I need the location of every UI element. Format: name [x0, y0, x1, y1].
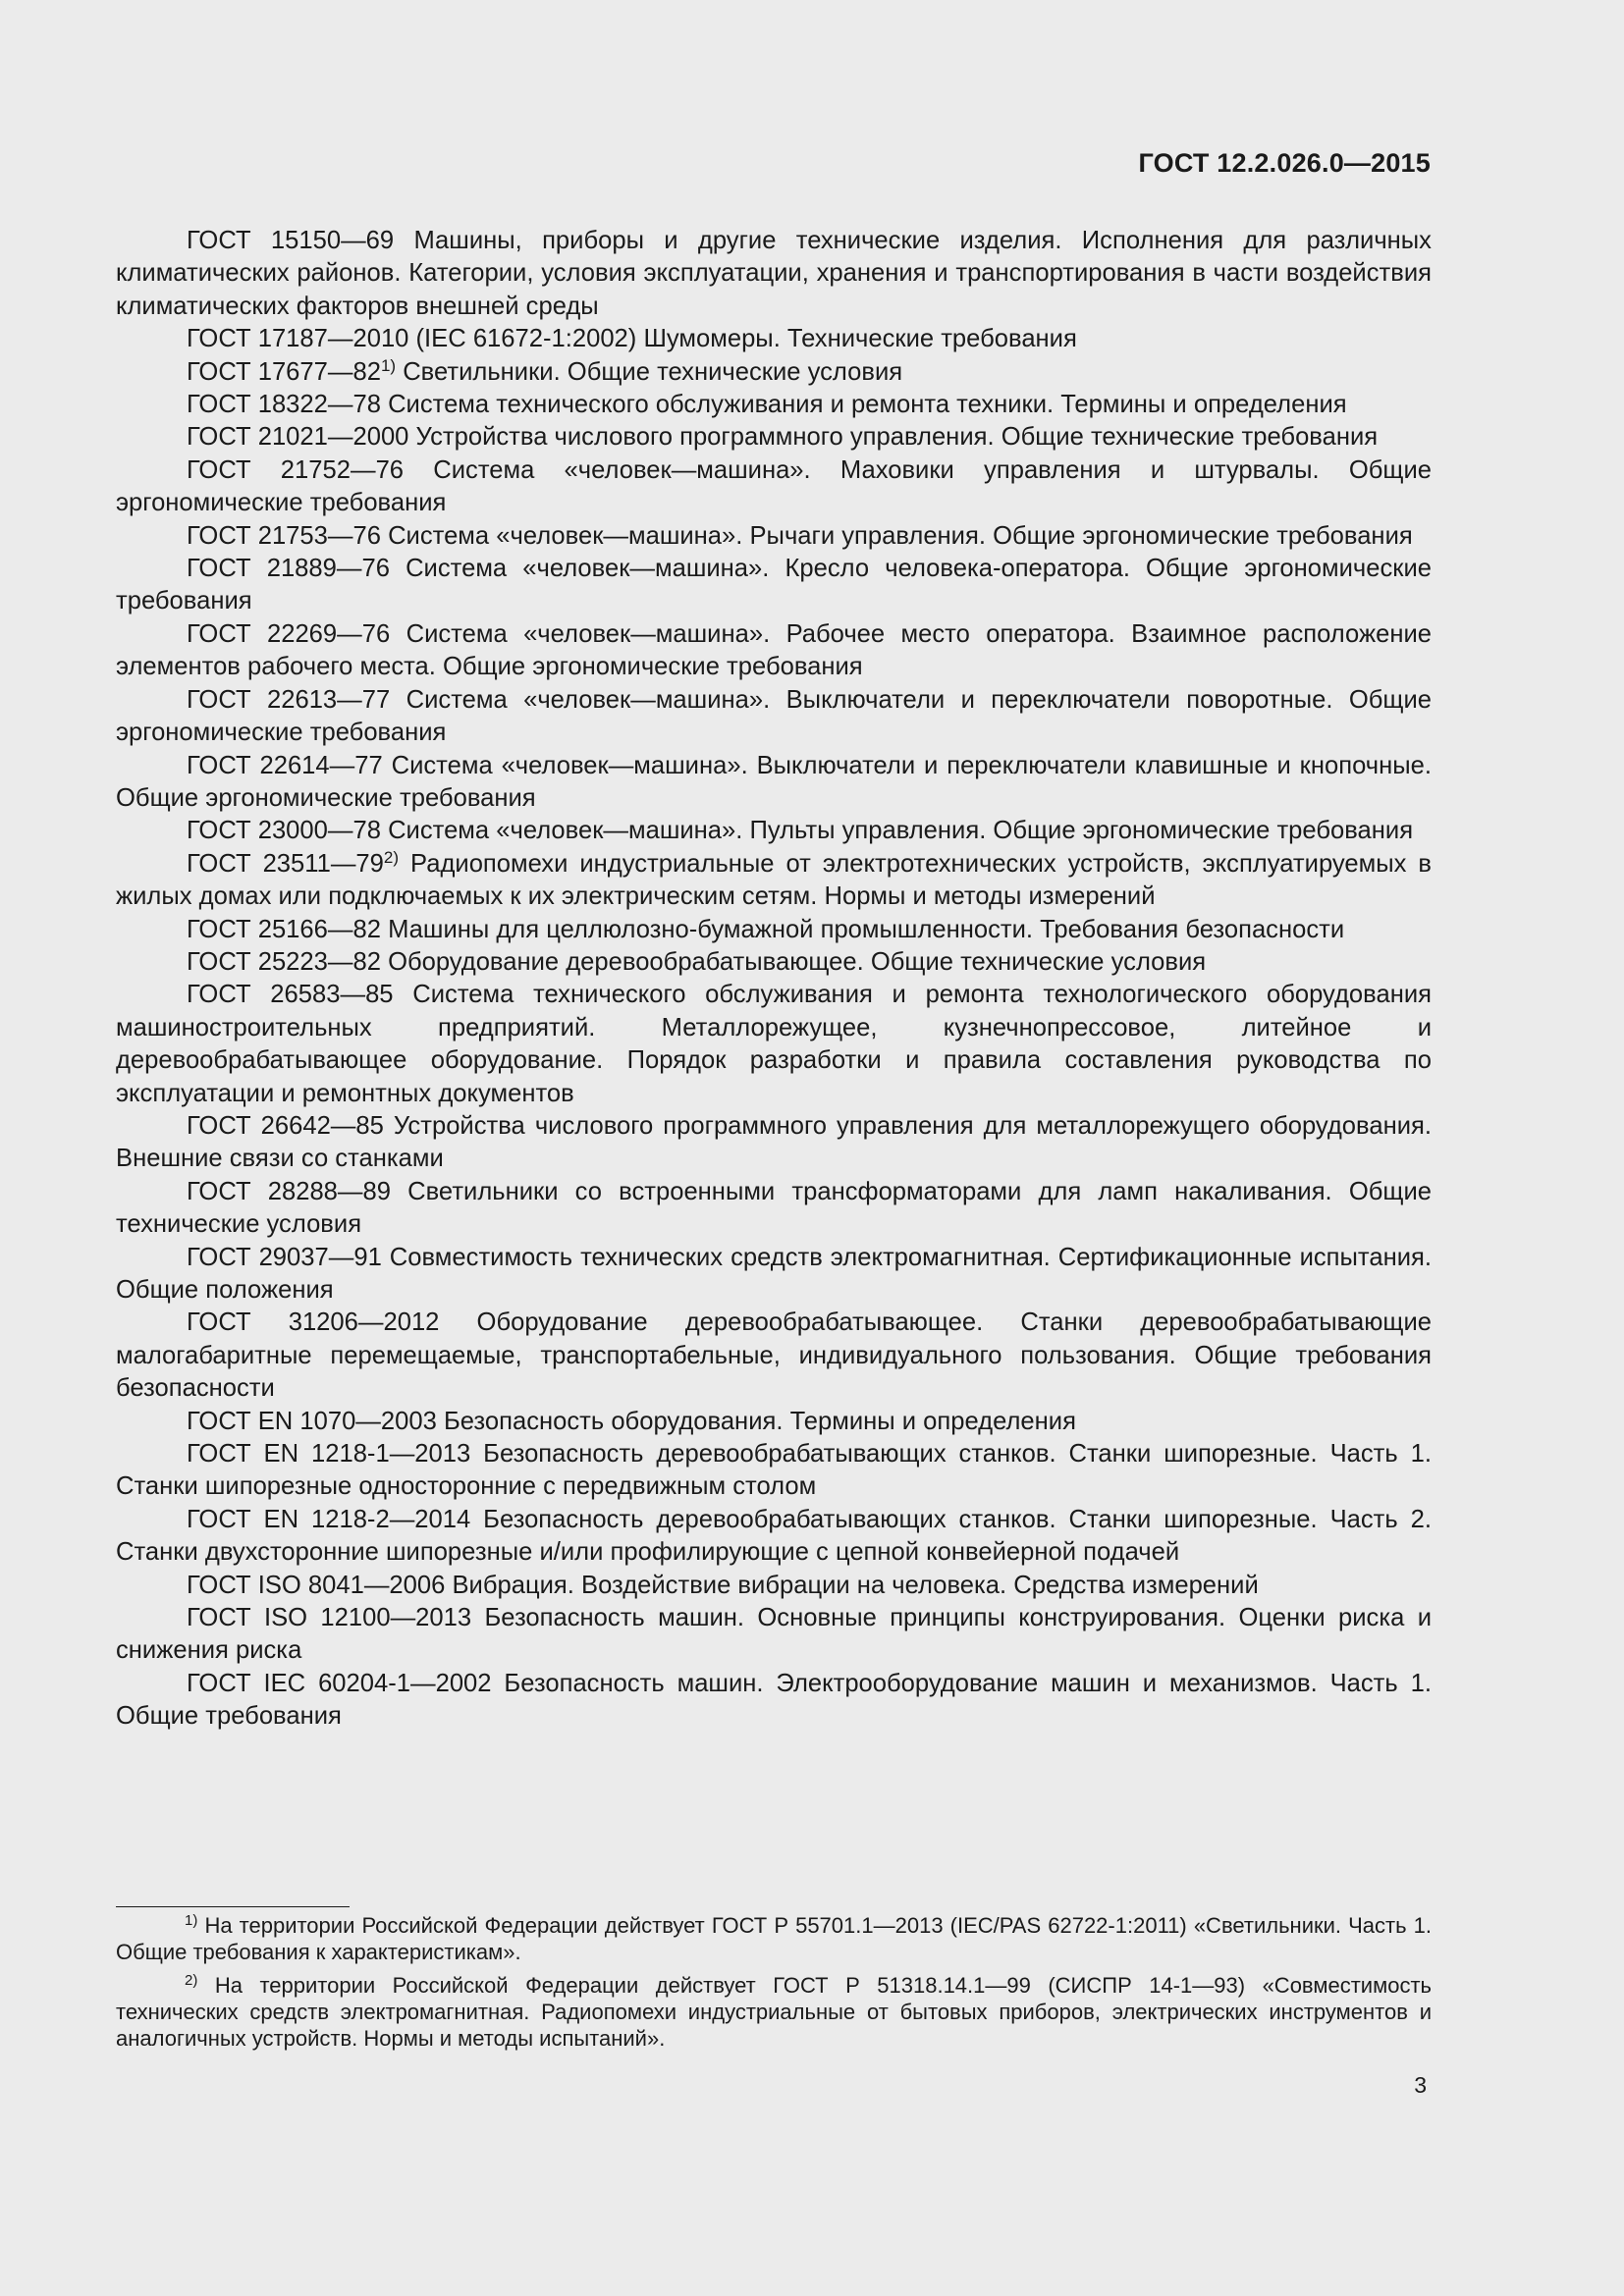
reference-title: Радиопомехи индустриальные от электротехнических устройств, эксплуатируемых в жилых домах или подключаемых к их электрическим сетям. Нормы и методы измерений — [116, 849, 1432, 911]
reference-title: Безопасность деревообрабатывающих станков. Станки шипорезные. Часть 2. Станки двухсторонние шипорезные и/или профилирующие с цепной конвейерной подачей — [116, 1505, 1432, 1567]
reference-item — [116, 1110, 1432, 1176]
reference-title: Шумомеры. Технические требования — [636, 325, 1077, 353]
footnote-mark: 2) — [185, 1972, 198, 1989]
reference-title: Безопасность машин. Электрооборудование машин и механизмов. Часть 1. Общие требования — [116, 1669, 1432, 1731]
reference-code: ГОСТ EN 1218-2—2014 — [187, 1505, 471, 1533]
reference-title: Безопасность деревообрабатывающих станков. Станки шипорезные. Часть 1. Станки шипорезные односторонние с передвижным столом — [116, 1440, 1432, 1501]
reference-item — [116, 618, 1432, 684]
normative-references-list — [116, 225, 1432, 1734]
reference-title: Вибрация. Воздействие вибрации на человека. Средства измерений — [445, 1571, 1259, 1599]
reference-code: ГОСТ 17187—2010 (IEC 61672-1:2002) — [187, 325, 637, 353]
reference-code: ГОСТ 17677—82 — [187, 357, 381, 386]
footnote-divider — [116, 1906, 350, 1907]
footnote-item — [116, 1972, 1432, 2052]
reference-code: ГОСТ EN 1218-1—2013 — [187, 1440, 471, 1468]
reference-code: ГОСТ 22614—77 — [187, 751, 383, 779]
reference-item — [116, 979, 1432, 1110]
reference-title: Система «человек—машина». Выключатели и переключатели поворотные. Общие эргономические требования — [116, 685, 1432, 747]
reference-item — [116, 421, 1432, 454]
reference-item — [116, 1570, 1432, 1602]
reference-item — [116, 520, 1432, 553]
reference-code: ГОСТ 28288—89 — [187, 1177, 391, 1205]
reference-code: ГОСТ 29037—91 — [187, 1243, 382, 1271]
reference-item — [116, 553, 1432, 618]
reference-item — [116, 389, 1432, 421]
reference-title: Система «человек—машина». Рабочее место оператора. Взаимное расположение элементов рабочего места. Общие эргономические требования — [116, 619, 1432, 681]
reference-title: Оборудование деревообрабатывающее. Станки деревообрабатывающие малогабаритные перемещаемые, транспортабельные, индивидуального пользования. Общие требования безопасности — [116, 1308, 1432, 1403]
reference-code: ГОСТ EN 1070—2003 — [187, 1407, 437, 1435]
reference-title: Устройства числового программного управления. Общие технические требования — [408, 423, 1379, 452]
reference-title: Совместимость технических средств электромагнитная. Сертификационные испытания. Общие положения — [116, 1243, 1432, 1304]
footnote-text: На территории Российской Федерации действует ГОСТ Р 55701.1—2013 (IEC/PAS 62722-1:2011) «Светильники. Часть 1. Общие требования к характеристикам». — [116, 1913, 1432, 1964]
reference-code: ГОСТ ISO 12100—2013 — [187, 1604, 472, 1632]
footnote-marker: 1) — [380, 355, 397, 375]
reference-code: ГОСТ 26583—85 — [187, 981, 394, 1009]
reference-item — [116, 1406, 1432, 1438]
reference-item — [116, 1668, 1432, 1734]
reference-item — [116, 1438, 1432, 1504]
reference-code: ГОСТ 23511—79 — [187, 849, 384, 878]
page-number: 3 — [1414, 2072, 1427, 2098]
reference-title: Система технического обслуживания и ремонта технологического оборудования машиностроительных предприятий. Металлорежущее, кузнечнопрессовое, литейное и деревообрабатывающее оборудование. Порядок разработки и правила составления руководства по эксплуатации и ремонтных документов — [116, 981, 1432, 1107]
reference-code: ГОСТ 21021—2000 — [187, 423, 409, 452]
reference-item — [116, 454, 1432, 520]
reference-item — [116, 1307, 1432, 1405]
reference-title: Оборудование деревообрабатывающее. Общие технические условия — [380, 947, 1207, 976]
reference-code: ГОСТ 22269—76 — [187, 619, 391, 648]
footnote-text: На территории Российской Федерации действует ГОСТ Р 51318.14.1—99 (СИСПР 14-1—93) «Совместимость технических средств электромагнитная. Радиопомехи индустриальные от бытовых приборов, электрических инструментов и аналогичных устройств. Нормы и методы испытаний». — [116, 1973, 1432, 2051]
reference-code: ГОСТ 22613—77 — [187, 685, 391, 714]
reference-title: Устройства числового программного управления для металлорежущего оборудования. Внешние связи со станками — [116, 1111, 1432, 1173]
reference-item — [116, 1504, 1432, 1570]
reference-item — [116, 1176, 1432, 1242]
footnote-mark: 1) — [185, 1912, 198, 1929]
reference-code: ГОСТ 21752—76 — [187, 455, 405, 484]
reference-item — [116, 750, 1432, 816]
reference-code: ГОСТ 23000—78 — [187, 817, 381, 845]
reference-title: Безопасность оборудования. Термины и определения — [436, 1407, 1076, 1435]
reference-title: Система «человек—машина». Выключатели и переключатели клавишные и кнопочные. Общие эргономические требования — [116, 751, 1432, 812]
reference-title: Система «человек—машина». Пульты управления. Общие эргономические требования — [380, 817, 1414, 845]
reference-item — [116, 914, 1432, 946]
reference-title: Система «человек—машина». Маховики управления и штурвалы. Общие эргономические требования — [116, 455, 1432, 517]
reference-title: Система «человек—машина». Рычаги управления. Общие эргономические требования — [380, 521, 1413, 550]
reference-code: ГОСТ 18322—78 — [187, 391, 381, 419]
reference-title: Светильники. Общие технические условия — [396, 357, 903, 386]
reference-title: Система технического обслуживания и ремонта техники. Термины и определения — [380, 391, 1347, 419]
footnote-marker: 2) — [383, 847, 400, 867]
reference-item — [116, 1602, 1432, 1668]
reference-item — [116, 946, 1432, 979]
reference-code: ГОСТ 31206—2012 — [187, 1308, 440, 1337]
footnote-item — [116, 1912, 1432, 1965]
reference-code: ГОСТ IEC 60204-1—2002 — [187, 1669, 492, 1697]
reference-code: ГОСТ ISO 8041—2006 — [187, 1571, 446, 1599]
reference-item — [116, 225, 1432, 323]
reference-code: ГОСТ 21889—76 — [187, 555, 390, 583]
reference-code: ГОСТ 21753—76 — [187, 521, 381, 550]
reference-item — [116, 848, 1432, 914]
reference-title: Светильники со встроенными трансформаторами для ламп накаливания. Общие технические условия — [116, 1177, 1432, 1239]
reference-title: Машины для целлюлозно-бумажной промышленности. Требования безопасности — [380, 915, 1345, 943]
document-header: ГОСТ 12.2.026.0—2015 — [1138, 148, 1431, 178]
reference-code: ГОСТ 25166—82 — [187, 915, 381, 943]
reference-item — [116, 1242, 1432, 1308]
reference-title: Машины, приборы и другие технические изделия. Исполнения для различных климатических районов. Категории, условия эксплуатации, хранения и транспортирования в части воздействия климатических факторов внешней среды — [116, 227, 1432, 320]
reference-code: ГОСТ 26642—85 — [187, 1111, 384, 1140]
reference-title: Система «человек—машина». Кресло человека-оператора. Общие эргономические требования — [116, 555, 1432, 615]
reference-item — [116, 323, 1432, 355]
reference-title: Безопасность машин. Основные принципы конструирования. Оценки риска и снижения риска — [116, 1604, 1432, 1665]
reference-code: ГОСТ 25223—82 — [187, 947, 381, 976]
reference-item — [116, 815, 1432, 847]
reference-item — [116, 684, 1432, 750]
reference-code: ГОСТ 15150—69 — [187, 227, 395, 254]
reference-item — [116, 356, 1432, 389]
footnotes — [116, 1912, 1432, 2058]
